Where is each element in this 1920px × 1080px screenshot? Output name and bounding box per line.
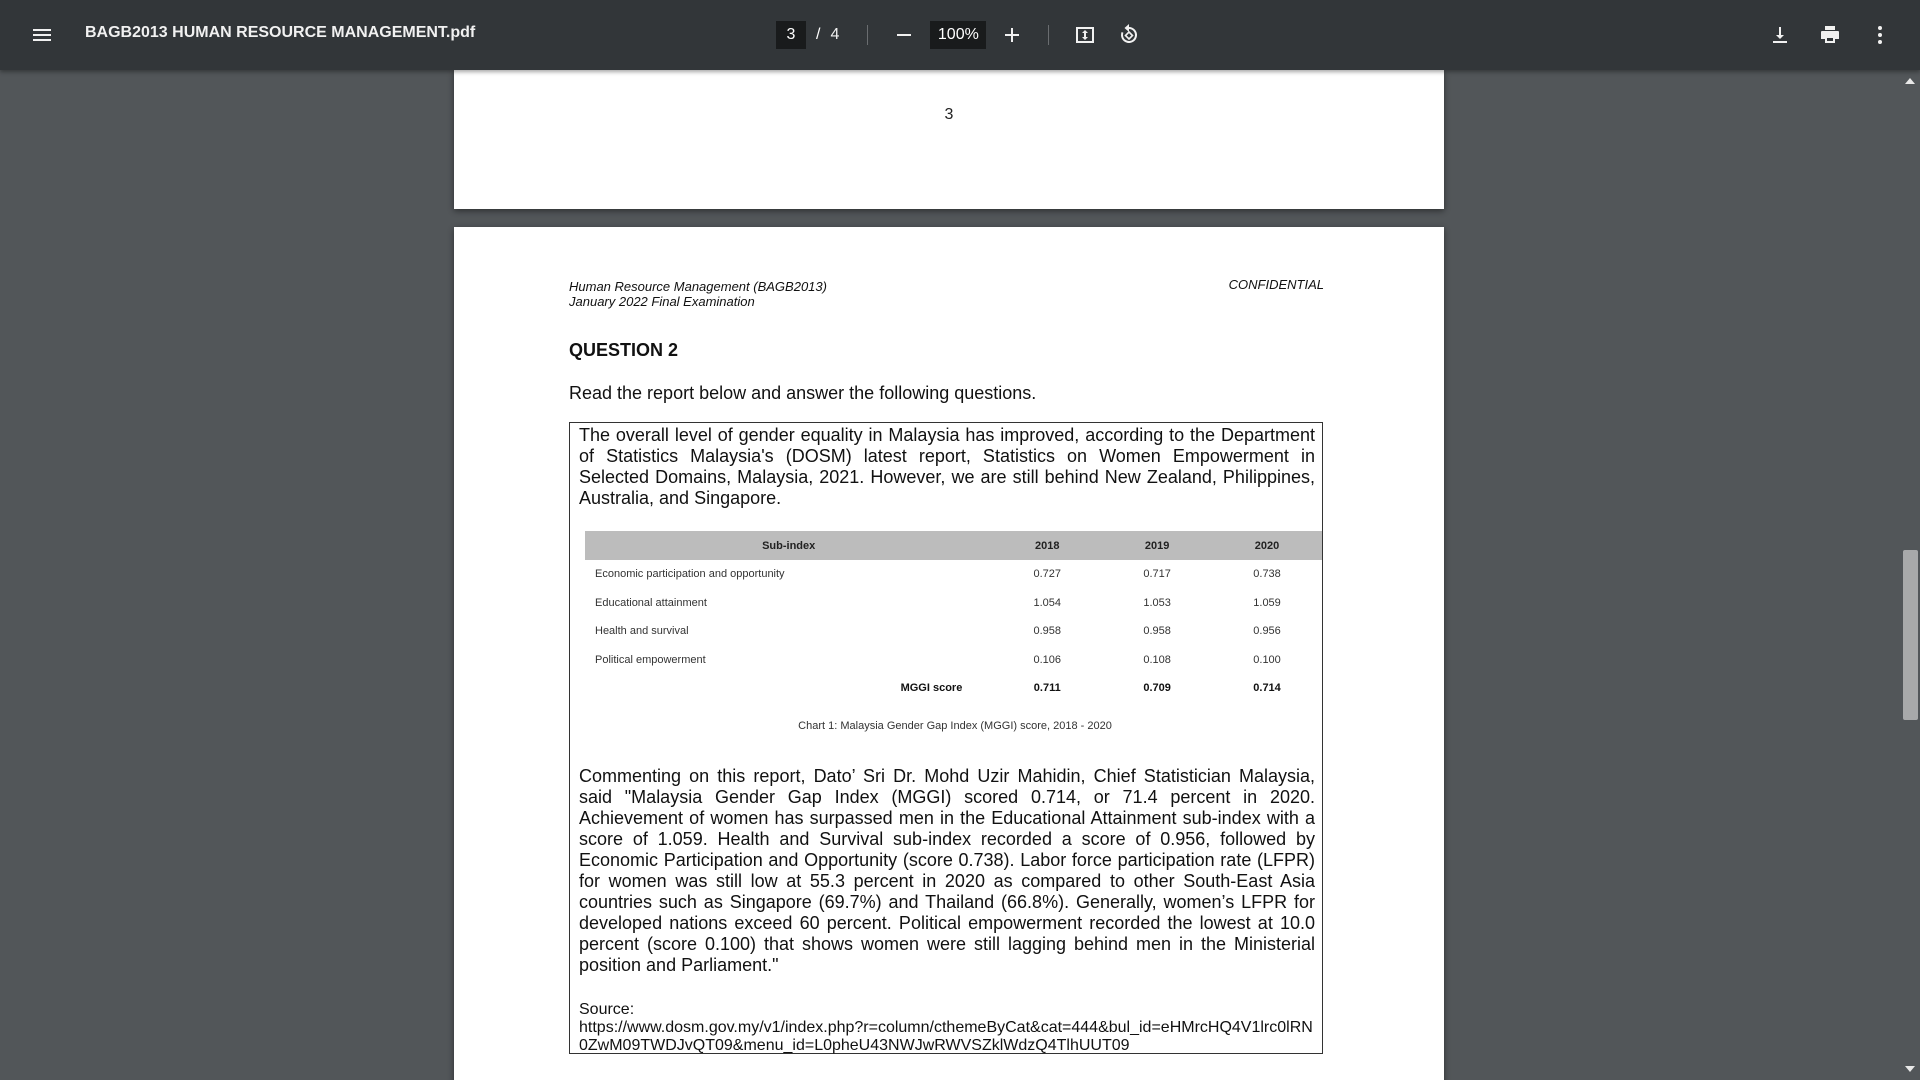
table-cell: 0.714 (1253, 682, 1281, 695)
table-header: 2020 (1212, 531, 1322, 560)
table-score-row (585, 674, 1322, 703)
table-cell: 0.106 (1033, 653, 1062, 666)
table-header-row (585, 531, 1322, 560)
more-options-button[interactable] (1862, 17, 1898, 53)
rotate-button[interactable] (1111, 17, 1147, 53)
pdf-toolbar (0, 0, 1920, 70)
exam-title: January 2022 Final Examination (569, 294, 755, 309)
file-title: BAGB2013 HUMAN RESOURCE MANAGEMENT.pdf (85, 24, 476, 41)
pdf-page-previous (454, 70, 1444, 209)
table-cell: Political empowerment (595, 653, 706, 666)
source-block (579, 1001, 1319, 1055)
minus-icon (892, 23, 916, 47)
table-row (585, 646, 1322, 675)
table-cell: 0.709 (1143, 682, 1171, 695)
table-cell: 0.958 (1143, 625, 1171, 638)
zoom-in-button[interactable] (994, 17, 1030, 53)
page-number-input[interactable] (776, 21, 806, 49)
zoom-input[interactable] (930, 21, 986, 49)
scrollbar-thumb[interactable] (1903, 550, 1918, 720)
pdf-page-current (454, 227, 1444, 1080)
print-button[interactable] (1812, 17, 1848, 53)
table-header: 2019 (1102, 531, 1212, 560)
mggi-table (585, 531, 1322, 703)
more-vertical-icon (1868, 23, 1892, 47)
table-cell: 0.100 (1253, 653, 1281, 666)
table-header: 2018 (992, 531, 1102, 560)
table-cell: 0.958 (1033, 625, 1062, 638)
table-cell: 0.738 (1253, 568, 1281, 581)
table-cell: MGGI score (900, 682, 963, 695)
table-cell: 0.717 (1143, 568, 1171, 581)
print-icon (1818, 23, 1842, 47)
fit-to-page-button[interactable] (1067, 17, 1103, 53)
table-cell: 0.108 (1143, 653, 1171, 666)
scroll-down-arrow-icon[interactable] (1905, 1066, 1915, 1072)
fit-to-page-icon (1073, 23, 1097, 47)
page-zoom-controls (776, 20, 1147, 50)
document-viewport[interactable] (0, 70, 1920, 1080)
toolbar-actions (1762, 17, 1898, 53)
report-paragraph-1: The overall level of gender equality in Malaysia has improved, according to the Department of Statistics Malaysia's (DOSM) latest report, Statistics on Women Empowerment in Selected Domains, Malaysia, 2021. However, we are still behind New Zealand, Philippines, Australia, and Singapore. (579, 425, 1315, 508)
rotate-counterclockwise-icon (1117, 23, 1141, 47)
question-intro: Read the report below and answer the following questions. (569, 383, 1037, 403)
table-row (585, 589, 1322, 618)
total-pages: 4 (830, 26, 840, 43)
toolbar-divider (867, 25, 868, 45)
page-footer-number: 3 (944, 106, 954, 123)
confidential-label: CONFIDENTIAL (1228, 277, 1324, 292)
question-title: QUESTION 2 (569, 340, 679, 360)
page-header-left (569, 279, 827, 309)
course-title: Human Resource Management (BAGB2013) (569, 279, 827, 294)
table-cell: Educational attainment (595, 596, 707, 609)
page-separator: / (816, 26, 821, 43)
table-header: Sub-index (585, 531, 992, 560)
table-cell: 1.053 (1143, 596, 1171, 609)
toolbar-divider (1048, 25, 1049, 45)
source-label: Source: (579, 1001, 635, 1018)
table-cell: 0.711 (1033, 682, 1061, 695)
table-row (585, 617, 1322, 646)
zoom-out-button[interactable] (886, 17, 922, 53)
table-cell: Health and survival (595, 625, 689, 638)
scroll-up-arrow-icon[interactable] (1905, 78, 1915, 84)
table-cell: Economic participation and opportunity (595, 568, 785, 581)
download-icon (1768, 23, 1792, 47)
hamburger-menu-icon[interactable] (22, 17, 62, 53)
source-url: https://www.dosm.gov.my/v1/index.php?r=column/cthemeByCat&cat=444&bul_id=eHMrcHQ4V1lrc0lRN0ZwM09TWDJvQT09&menu_id=L0pheU43NWJwRWVSZklWdzQ4TlhUUT09 (579, 1019, 1313, 1054)
table-row (585, 560, 1322, 589)
download-button[interactable] (1762, 17, 1798, 53)
table-cell: 1.054 (1033, 596, 1062, 609)
chart-caption: Chart 1: Malaysia Gender Gap Index (MGGI) score, 2018 - 2020 (798, 720, 1112, 732)
report-box (569, 422, 1323, 1054)
vertical-scrollbar[interactable] (1900, 70, 1920, 1080)
report-paragraph-2: Commenting on this report, Dato’ Sri Dr. Mohd Uzir Mahidin, Chief Statistician Malaysia, said "Malaysia Gender Gap Index (MGGI) scored 0.714, or 71.4 percent in 2020. Achievement of women has surpassed men in the Educational Attainment sub-index with a score of 1.059. Health and Survival sub-index recorded a score of 0.956, followed by Economic Participation and Opportunity (score 0.738). Labor force participation rate (LFPR) for women was still low at 55.3 percent in 2020 as compared to other South-East Asia countries such as Singapore (69.7%) and Thailand (66.8%). Generally, women’s LFPR for developed nations exceed 60 percent. Political empowerment recorded the lowest at 10.0 percent (score 0.100) that shows women were still lagging behind men in the Ministerial position and Parliament." (579, 766, 1315, 975)
table-cell: 0.727 (1033, 568, 1062, 581)
table-cell: 0.956 (1253, 625, 1281, 638)
table-cell: 1.059 (1253, 596, 1281, 609)
plus-icon (1000, 23, 1024, 47)
